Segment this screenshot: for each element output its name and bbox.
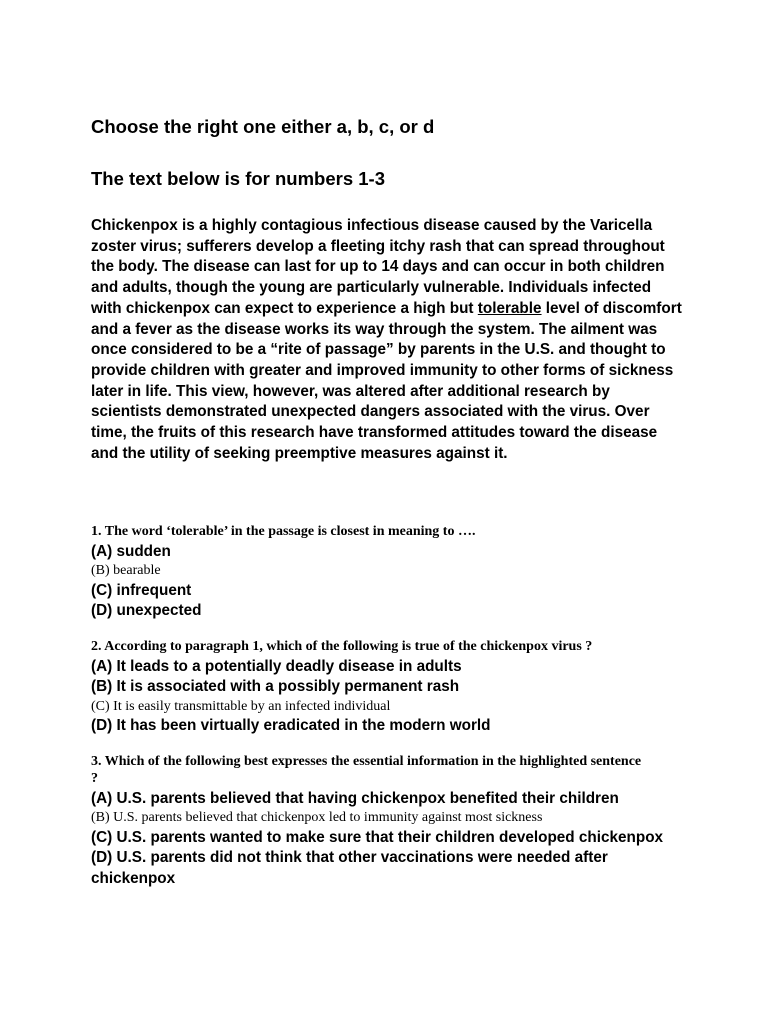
answer-option: (C) infrequent [91,581,192,599]
question-stem: 3. Which of the following best expresses the essential information in the highlighted sentence ? [91,754,642,786]
text-heading: The text below is for numbers 1-3 [91,168,386,189]
answer-option: (A) sudden [91,543,171,560]
passage-text-after: level of discomfort and a fever as the disease works its way through the system. The ailment was once considered to be a “rite of passage” by parents in the U.S. and thought to provide children with greater and improved immunity to other forms of sickness later in life. This view, however, was altered after additional research by scientists demonstrated unexpected dangers associated with the virus. Over time, the fruits of this research have transformed attitudes toward the disease and the utility of seeking preemptive measures against it. [91,299,682,462]
question-3 [91,753,671,889]
question-1 [91,523,671,622]
question-2 [91,638,671,737]
answer-option: (D) U.S. parents did not think that other vaccinations were needed after chickenpox [91,849,608,887]
answer-option: (A) U.S. parents believed that having chickenpox benefited their children [91,790,619,807]
passage-text-before: Chickenpox is a highly contagious infectious disease caused by the Varicella zoster virus; sufferers develop a fleeting itchy rash that can spread throughout the body. The disease can last for up to 14 days and can occur in both children and adults, though the young are particularly vulnerable. Individuals infected with chickenpox can expect to experience a high but [91,217,665,317]
instruction-heading: Choose the right one either a, b, c, or d [91,116,435,137]
answer-option: (D) unexpected [91,602,202,620]
answer-option: (A) It leads to a potentially deadly disease in adults [91,658,462,675]
question-stem: 2. According to paragraph 1, which of the following is true of the chickenpox virus ? [91,639,593,654]
answer-option: (C) U.S. parents wanted to make sure that their children developed chickenpox [91,828,664,846]
reading-passage [91,216,683,464]
passage-underlined-word: tolerable [477,299,542,317]
question-stem: 1. The word ‘tolerable’ in the passage is closest in meaning to …. [91,524,476,539]
answer-option: (B) bearable [91,563,161,579]
answer-option: (B) It is associated with a possibly permanent rash [91,678,460,696]
answer-option: (C) It is easily transmittable by an infected individual [91,698,391,714]
answer-option: (B) U.S. parents believed that chickenpox led to immunity against most sickness [91,810,543,826]
answer-option: (D) It has been virtually eradicated in the modern world [91,717,491,735]
